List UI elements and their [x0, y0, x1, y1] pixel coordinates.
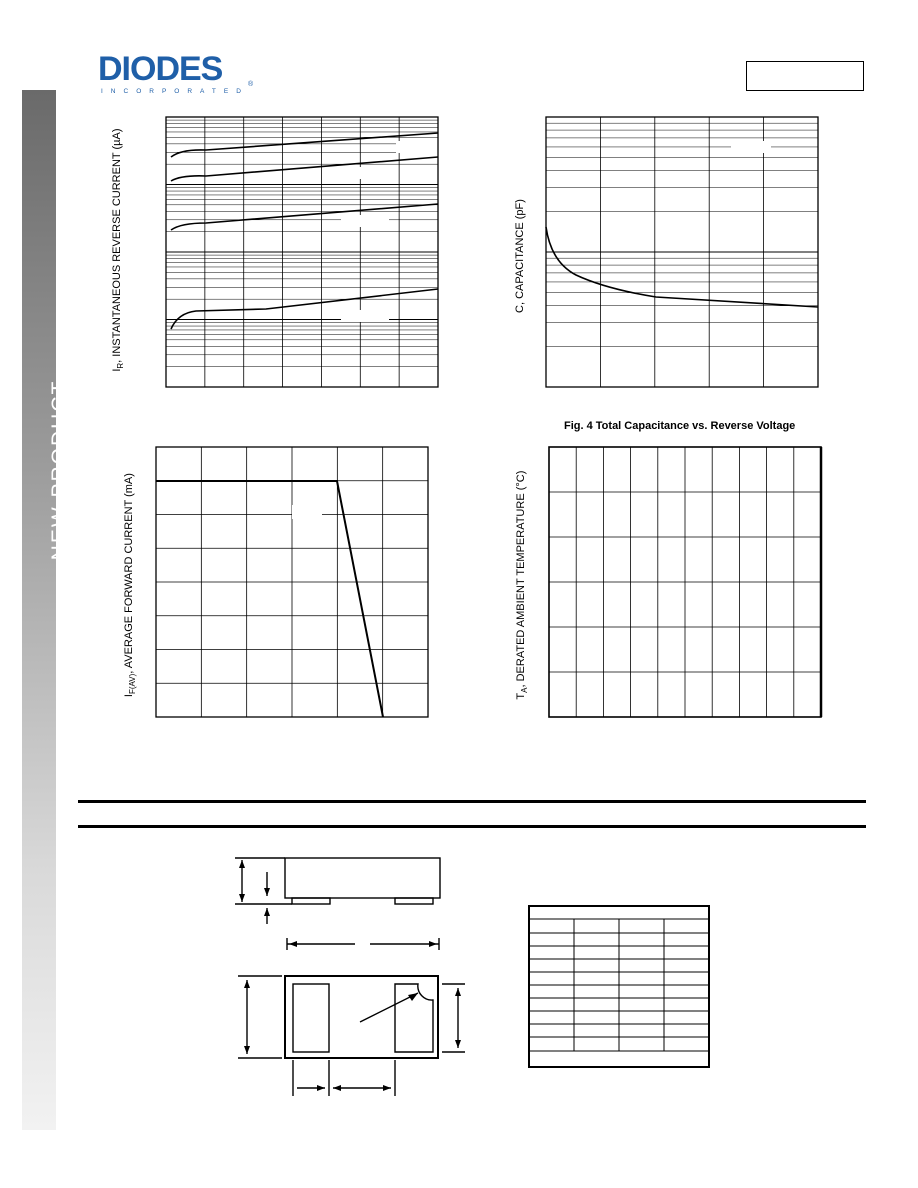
chart1-ylabel: $I_R$, INSTANTANEOUS REVERSE CURRENT (µA): [110, 128, 126, 372]
reverse-current-curve: [171, 289, 438, 329]
reverse-current-curve: [171, 157, 438, 181]
section-rule-bottom: [78, 825, 866, 828]
reverse-current-chart: [166, 117, 438, 387]
curve-label-mask: [346, 167, 394, 179]
capacitance-curve: [546, 227, 818, 307]
diodes-logo: [98, 50, 260, 96]
logo-tagline: INCORPORATED: [101, 88, 249, 95]
sidebar-text: NEW PRODUCT: [48, 379, 71, 561]
package-top-body: [285, 976, 438, 1058]
curve-label-mask: [292, 505, 322, 519]
capacitance-chart: [546, 117, 818, 387]
curve-label-mask: [341, 215, 389, 227]
curve-label-mask: [396, 141, 444, 153]
package-outline-drawing: [220, 850, 480, 1100]
package-side-pad-left: [292, 898, 330, 904]
fig4-caption: Fig. 4 Total Capacitance vs. Reverse Voltage: [564, 420, 796, 432]
curve-label-mask: [341, 310, 389, 322]
chart2-ylabel: C, CAPACITANCE (pF): [514, 199, 526, 313]
forward-current-curve: [156, 481, 383, 717]
part-number-box: [746, 61, 864, 91]
sidebar: [22, 90, 71, 1130]
chart4-ylabel: $T_A$, DERATED AMBIENT TEMPERATURE (°C): [514, 470, 530, 700]
package-side-pad-right: [395, 898, 433, 904]
reverse-current-curve: [171, 204, 438, 230]
curve-label-mask: [731, 141, 771, 153]
forward-current-chart: [156, 447, 428, 717]
chart3-ylabel: $I_{F(AV)}$, AVERAGE FORWARD CURRENT (mA): [122, 473, 138, 698]
dimension-table: [528, 905, 710, 1069]
section-rule-top: [78, 800, 866, 803]
package-side-body: [285, 858, 440, 898]
logo-wordmark: DIODES: [98, 50, 223, 88]
logo-reg-mark: ®: [248, 81, 254, 88]
package-top-pad-left: [293, 984, 329, 1052]
derating-chart: [549, 447, 821, 717]
